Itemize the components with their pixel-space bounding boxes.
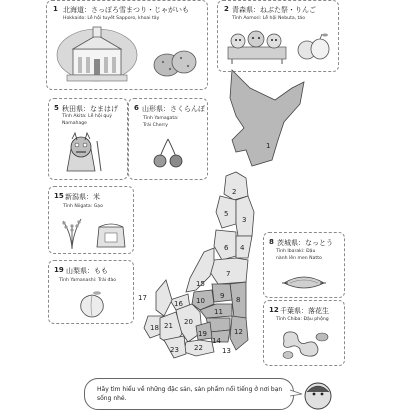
card-title-vn: Tỉnh Aomori: Lễ hội Nebuta, táo [232, 16, 306, 21]
pref-label: 15 [196, 280, 205, 288]
card-title-vn-2: nành lên men Natto [276, 256, 322, 261]
card-title-jp: 山形県：さくらんぼ [142, 105, 205, 113]
card-title-vn: Tỉnh Chiba: Đậu phộng [276, 317, 329, 322]
card-title-vn: Tỉnh Akita: Lễ hội quỷ [62, 114, 112, 119]
pref-label: 14 [212, 337, 221, 345]
bubble-tail-icon [290, 388, 304, 398]
card-number: 6 [134, 104, 139, 112]
pref-label: 22 [194, 344, 203, 352]
card-title-jp: 新潟県：米 [65, 193, 100, 201]
card-number: 12 [269, 306, 279, 314]
pref-label: 23 [170, 346, 179, 354]
card-title-jp: 千葉県：落花生 [280, 307, 329, 315]
bubble-line-1: Hãy tìm hiểu về những đặc sản, sản phẩm nổi tiếng ở nơi bạn [97, 386, 283, 393]
pref-label: 10 [196, 297, 205, 305]
card-title-jp: 山梨県：もも [66, 267, 108, 275]
card-title-vn: Tỉnh Yamagata: [143, 116, 179, 121]
pref-label: 7 [226, 270, 231, 278]
card-title-jp: 青森県：ねぶた祭・りんご [232, 6, 316, 14]
pref-label: 11 [214, 308, 223, 316]
pref-label: 1 [266, 142, 271, 150]
card-title-vn-2: Namahage [62, 121, 88, 126]
card-title-jp: 秋田県：なまはげ [62, 105, 118, 113]
pref-label: 3 [242, 216, 247, 224]
character-avatar [304, 382, 332, 400]
pref-label: 8 [236, 296, 241, 304]
pref-label: 18 [150, 324, 159, 332]
card-title-vn: Tỉnh Yamanashi: Trái đào [59, 278, 117, 283]
pref-label: 4 [240, 244, 245, 252]
pref-label: 13 [222, 347, 231, 355]
card-title-vn: Tỉnh Ibaraki: Đậu [276, 249, 316, 254]
pref-label: 17 [138, 294, 147, 302]
card-title-jp: 茨城県：なっとう [277, 239, 333, 247]
pref-label: 9 [220, 292, 225, 300]
card-number: 15 [54, 192, 64, 200]
pref-label: 2 [232, 188, 237, 196]
card-number: 19 [54, 266, 64, 274]
card-number: 1 [53, 5, 58, 13]
bubble-text [97, 385, 287, 404]
bubble-line-2: sống nhé. [97, 395, 127, 403]
pref-label: 20 [184, 318, 193, 326]
pref-label: 12 [234, 328, 243, 336]
pref-label: 19 [198, 330, 207, 338]
card-title-vn: Hokkaido: Lễ hội tuyết Sapporo, khoai tây [63, 16, 160, 21]
card-title-vn-2: Trái Cherry [143, 123, 168, 128]
pref-label: 6 [224, 244, 229, 252]
card-number: 8 [269, 238, 274, 246]
speech-bubble [84, 378, 294, 410]
pref-label: 21 [164, 322, 173, 330]
card-title-jp: 北海道：さっぽろ雪まつり・じゃがいも [63, 6, 189, 14]
card-number: 5 [54, 104, 59, 112]
pref-label: 5 [224, 210, 229, 218]
card-number: 2 [224, 5, 229, 13]
card-title-vn: Tỉnh Niigata: Gạo [63, 204, 103, 209]
pref-label: 16 [174, 300, 183, 308]
